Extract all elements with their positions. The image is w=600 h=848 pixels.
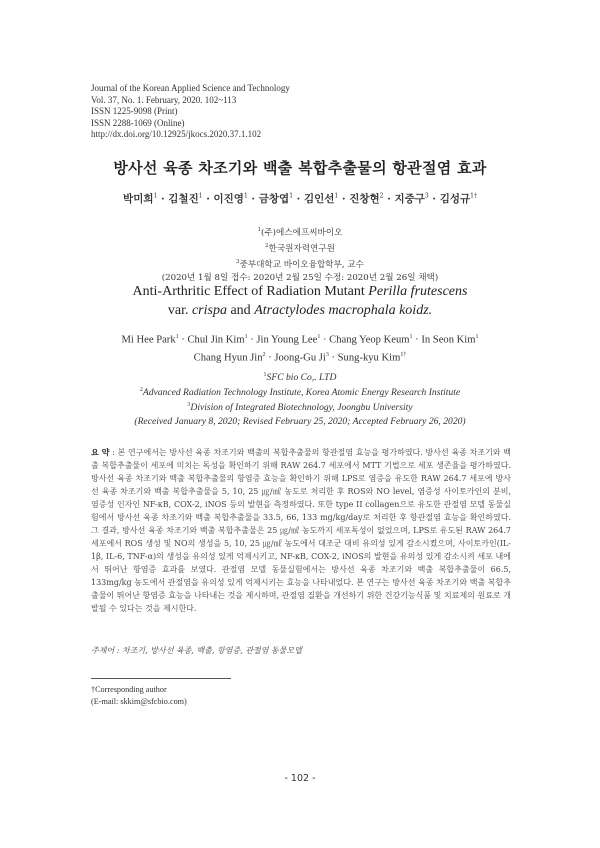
journal-info [91,83,391,141]
journal-volume: Vol. 37, No. 1. February, 2020. 102~113 [91,94,237,105]
affiliation-en-2 [0,384,600,399]
author-en: Mi Hee Park [121,334,176,346]
title-korean: 방사선 육종 차조기와 백출 복합추출물의 항관절염 효과 [113,159,487,177]
author-en: Jin Young Lee [256,334,318,346]
keywords: 주제어 : 차조기, 방사선 육종, 백출, 항염증, 관절염 동물모델 [91,646,302,655]
author-en: Chang Hyun Jin [193,352,263,364]
author-ko: 김철진 [168,193,199,205]
abstract-label: 요 약 [91,447,110,457]
author-separator: · [265,352,275,364]
corresponding-email: (E-mail: skkim@sfcbio.com) [91,697,187,706]
dates-en: (Received January 8, 2020; Revised February 25, 2020; Accepted February 26, 2020) [134,415,466,427]
corresponding-author: †Corresponding author [91,685,167,694]
authors-english [0,330,600,365]
author-sup: 3 [424,192,429,200]
author-separator: · [383,193,395,205]
affiliation-text: SFC bio Co,. LTD [266,372,337,384]
author-sup: 1 [475,334,479,340]
footnote [91,684,391,708]
affiliation-sup: 2 [139,387,143,394]
affiliation-ko-2 [0,240,600,256]
affiliation-text: 한국원자력연구원 [268,243,335,254]
issn-print: ISSN 1225-9098 (Print) [91,106,178,117]
affiliation-sup: 2 [265,242,269,249]
affiliation-en-1 [0,369,600,384]
title-en-line-2 [0,301,600,320]
title-english [0,282,600,320]
affiliation-sup: 1 [257,227,262,233]
affiliation-ko-1 [0,224,600,240]
author-separator: · [202,193,214,205]
doi-link[interactable]: http://dx.doi.org/10.12925/jkocs.2020.37.1.102 [91,129,262,140]
author-separator: · [247,193,259,205]
author-sup: 1 [334,192,339,200]
author-separator: · [428,193,440,205]
author-ko: 금창엽 [258,193,290,205]
author-separator: · [178,334,188,346]
affiliation-text: Division of Integrated Biotechnology, Joongbu University [190,402,413,414]
affiliation-text: 중부대학교 바이오융합학부, 교수 [239,259,364,270]
author-sup: 2 [379,192,384,200]
title-en-text: var. [167,303,192,318]
author-sup: 1 [198,192,203,200]
title-en-text: Anti-Arthritic Effect of Radiation Mutant [132,284,369,299]
author-ko: 김인선 [303,193,335,205]
author-sup: 1† [470,192,477,200]
author-sup: 1 [409,334,413,340]
author-sup: 2 [262,351,266,358]
author-en: Joong-Gu Ji [274,352,326,364]
authors-en-line-2 [0,348,600,366]
authors-en-line-1 [0,330,600,348]
author-ko: 김성규 [439,193,471,205]
affiliation-text: (주)에스에프씨바이오 [261,227,343,238]
author-ko: 박미희 [123,193,154,205]
author-sup: 1 [289,192,294,200]
author-sup: 1 [317,334,321,340]
author-en: Sung-kyu Kim [337,352,401,364]
author-sup: 1† [400,351,407,358]
author-en: In Seon Kim [421,334,476,346]
abstract-text: : 본 연구에서는 방사선 육종 차조기와 백출의 복합추출물의 항관절염 효능을 평가하였다. 방사선 육종 차조기와 백출 복합추출물이 세포에 미치는 독성을 확인하기 위해 RAW 264.7 세포에서 MTT 기법으로 세포 생존율을 평가하였다. 방사선 육종 차조기와 백출 복합추출물의 항염증 효능을 확인하기 위해 LPS로 염증을 유도한 RAW 264.7 세포에 방사선 육종 차조기와 백출 복합추출물을 5, 10, 25 ㎍/㎖ 농도로 처리한 후 ROS와 NO level, 염증성 사이토카인의 분비, 염증성 인자인 NF-κB, COX-2, iNOS 등의 발현을 측정하였다. 또한 type II collagen으로 유도한 관절염 모델 동물실험에서 방사선 육종 차조기와 백출 복합추출물을 33.5, 66, 133 mg/kg/day로 처리한 후 항관절염 효능을 확인하였다. 그 결과, 방사선 육종 차조기와 백출 복합추출물은 25 ㎍/㎖ 농도까지 세포독성이 없었으며, LPS로 유도된 RAW 264.7 세포에서 ROS 생성 및 NO의 생성을 5, 10, 25 ㎍/㎖ 농도에서 대조군 대비 유의성 있게 감소시켰으며, 사이토카인(IL-1β, IL-6, TNF-α)의 생성을 유의성 있게 억제시키고, NF-κB, COX-2, iNOS의 발현을 유의성 있게 감소시켜 세포 내에서 뛰어난 항염증 효과를 보였다. 관절염 모델 동물실험에서는 방사선 육종 차조기와 백출 복합추출물이 66.5, 133mg/kg 농도에서 관절염을 유의성 있게 억제시키는 효능을 나타내었다. 본 연구는 방사선 육종 차조기와 백출 복합추출물이 뛰어난 항염증 효능을 나타내는 것을 제시하며, 관절염 질환을 개선하기 위한 건강기능식품 및 치료제의 원료로 개발될 수 있다는 것을 제시한다. [91,448,511,613]
author-en: Chul Jin Kim [187,334,245,346]
title-en-line-1 [0,282,600,301]
journal-name: Journal of the Korean Applied Science and Technology [91,83,290,93]
author-sup: 1 [243,192,248,200]
affiliation-en-3 [0,399,600,414]
title-en-text: and [226,303,255,318]
species-name: Perilla frutescens [368,284,468,299]
author-separator: · [412,334,422,346]
author-separator: · [293,193,304,205]
author-sup: 3 [325,351,329,358]
author-separator: · [328,352,338,364]
author-separator: · [157,193,169,205]
affiliations-english [0,369,600,428]
affiliation-sup: 3 [187,402,191,409]
footnote-divider [91,678,231,679]
author-separator: · [338,193,350,205]
species-name: Atractylodes macrophala koidz. [254,303,433,318]
affiliation-sup: 1 [263,372,267,378]
affiliation-ko-3 [0,256,600,272]
affiliation-text: Advanced Radiation Technology Institute, Korea Atomic Energy Research Institute [142,387,461,399]
dates-ko: (2020년 1월 8일 접수: 2020년 2월 25일 수정: 2020년 2월 26일 채택) [161,272,439,283]
abstract [91,446,511,615]
variety-name: crispa [191,303,227,318]
authors-korean [0,191,600,206]
author-sup: 1 [175,334,179,340]
author-sup: 1 [244,334,248,340]
author-en: Chang Yeop Keum [329,334,410,346]
issn-online: ISSN 2288-1069 (Online) [91,117,185,128]
affiliation-sup: 3 [236,258,240,265]
page-number: - 102 - [284,773,316,784]
author-sup: 1 [153,192,158,200]
author-ko: 이진영 [213,193,244,205]
author-separator: · [247,334,257,346]
affiliations-korean [0,224,600,285]
author-ko: 진창현 [349,193,380,205]
author-separator: · [320,334,330,346]
author-ko: 지중구 [394,193,425,205]
